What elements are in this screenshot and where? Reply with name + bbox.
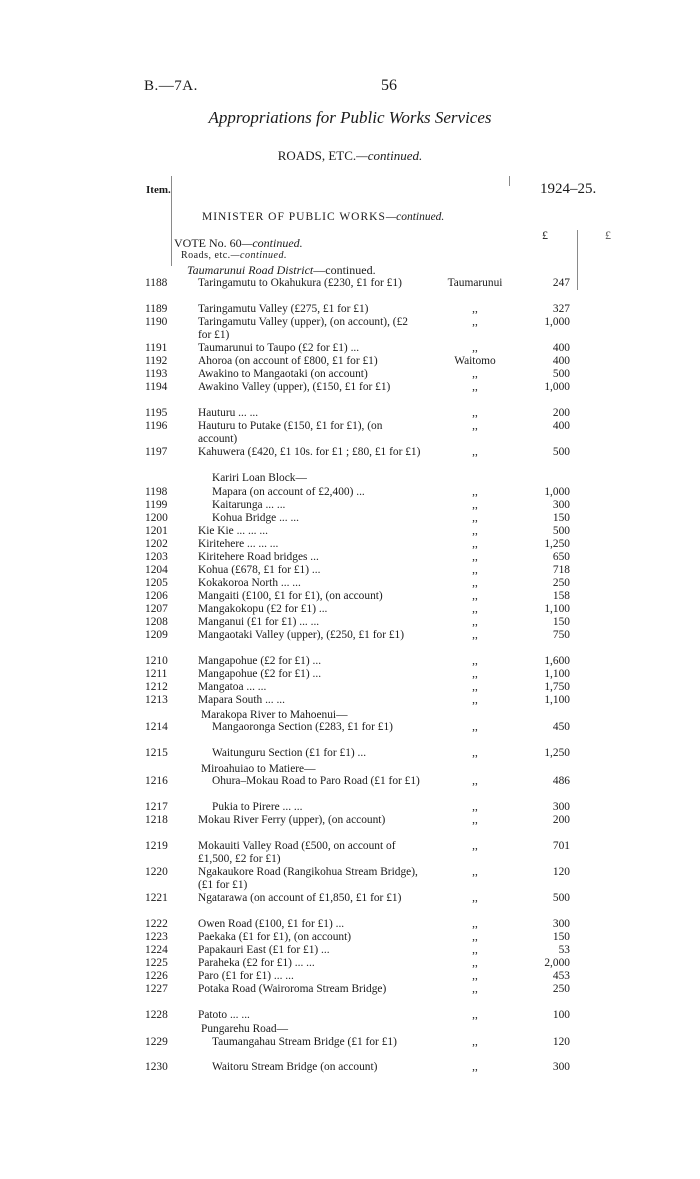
item-district: ,, — [472, 983, 478, 995]
item-number: 1227 — [145, 983, 168, 995]
item-number: 1219 — [145, 840, 168, 852]
item-amount: 2,000 — [544, 957, 570, 969]
item-district: ,, — [472, 499, 478, 511]
item-amount: 250 — [552, 577, 570, 589]
currency-symbol-a: £ — [542, 228, 548, 242]
item-number: 1189 — [145, 303, 168, 315]
minister-heading — [202, 211, 444, 223]
item-district: ,, — [472, 381, 478, 393]
item-district: ,, — [472, 342, 478, 354]
item-district: ,, — [472, 538, 478, 550]
item-amount: 1,100 — [544, 668, 570, 680]
item-description: Mangaotaki Valley (upper), (£250, £1 for £1) — [198, 629, 405, 641]
item-description: Mangapohue (£2 for £1) ... — [198, 668, 322, 680]
item-district: ,, — [472, 775, 478, 787]
item-number: 1205 — [145, 577, 168, 589]
item-district: ,, — [472, 721, 478, 733]
item-number: 1209 — [145, 629, 168, 641]
item-amount: 53 — [558, 944, 570, 956]
item-description: Kaitarunga ... ... — [212, 499, 286, 511]
item-number: 1207 — [145, 603, 168, 615]
item-description: Hauturu to Putake (£150, £1 for £1), (on account) — [198, 420, 383, 445]
item-district: ,, — [472, 407, 478, 419]
item-amount: 453 — [552, 970, 570, 982]
item-amount: 1,250 — [544, 538, 570, 550]
item-amount: 1,100 — [544, 694, 570, 706]
item-amount: 327 — [552, 303, 570, 315]
item-district: ,, — [472, 616, 478, 628]
section-subtitle — [0, 148, 700, 164]
item-description: Mangatoa ... ... — [198, 681, 267, 693]
item-amount: 250 — [552, 983, 570, 995]
page-number: 56 — [381, 77, 397, 94]
column-rule-right — [577, 230, 578, 290]
item-number: 1203 — [145, 551, 168, 563]
item-number: 1202 — [145, 538, 168, 550]
item-description: Paraheka (£2 for £1) ... ... — [198, 957, 315, 969]
item-amount: 750 — [552, 629, 570, 641]
roads-heading — [181, 250, 287, 261]
item-amount: 200 — [552, 814, 570, 826]
item-amount: 120 — [552, 866, 570, 878]
item-description: Papakauri East (£1 for £1) ... — [198, 944, 330, 956]
item-number: 1215 — [145, 747, 168, 759]
item-description: Mangaoronga Section (£283, £1 for £1) — [212, 721, 393, 733]
item-amount: 300 — [552, 1061, 570, 1073]
item-district: ,, — [472, 892, 478, 904]
item-description: Hauturu ... ... — [198, 407, 259, 419]
roads-continued: —continued. — [230, 250, 287, 261]
subtitle-continued: —continued. — [356, 148, 423, 163]
item-description: Kiritehere Road bridges ... — [198, 551, 319, 563]
item-number: 1220 — [145, 866, 168, 878]
item-district: ,, — [472, 486, 478, 498]
item-number: 1204 — [145, 564, 168, 576]
district-continued: —continued. — [313, 263, 376, 277]
item-district: ,, — [472, 970, 478, 982]
item-number: 1230 — [145, 1061, 168, 1073]
item-amount: 400 — [552, 342, 570, 354]
item-amount: 1,000 — [544, 316, 570, 328]
item-description: Taringamutu Valley (upper), (on account), (£2 for £1) — [198, 316, 408, 341]
item-district: Taumarunui — [447, 277, 503, 289]
vote-text: VOTE No. 60 — [174, 236, 242, 250]
item-description: Mangapohue (£2 for £1) ... — [198, 655, 322, 667]
item-district: ,, — [472, 814, 478, 826]
item-number: 1225 — [145, 957, 168, 969]
item-amount: 400 — [552, 420, 570, 432]
item-district: ,, — [472, 603, 478, 615]
item-number: 1216 — [145, 775, 168, 787]
item-description: Taumangahau Stream Bridge (£1 for £1) — [212, 1036, 397, 1048]
item-number: 1217 — [145, 801, 168, 813]
item-number: 1229 — [145, 1036, 168, 1048]
item-number: 1200 — [145, 512, 168, 524]
year-column-header: 1924–25. — [540, 181, 597, 197]
item-amount: 486 — [552, 775, 570, 787]
item-number: 1188 — [145, 277, 168, 289]
item-district: ,, — [472, 1009, 478, 1021]
item-amount: 1,250 — [544, 747, 570, 759]
item-amount: 247 — [552, 277, 570, 289]
item-amount: 150 — [552, 931, 570, 943]
roads-text: Roads, etc. — [181, 250, 231, 261]
item-amount: 500 — [552, 368, 570, 380]
item-number: 1193 — [145, 368, 168, 380]
item-district: ,, — [472, 551, 478, 563]
district-heading — [187, 263, 376, 278]
item-description: Manganui (£1 for £1) ... ... — [198, 616, 320, 628]
item-amount: 650 — [552, 551, 570, 563]
item-description: Ngakaukore Road (Rangikohua Stream Bridge), (£1 for £1) — [198, 866, 418, 891]
item-description: Taumarunui to Taupo (£2 for £1) ... — [198, 342, 360, 354]
item-amount: 1,750 — [544, 681, 570, 693]
item-district: ,, — [472, 1036, 478, 1048]
item-description: Kohua Bridge ... ... — [212, 512, 299, 524]
item-description: Kie Kie ... ... ... — [198, 525, 268, 537]
item-district: ,, — [472, 368, 478, 380]
item-district: Waitomo — [454, 355, 496, 367]
item-amount: 1,100 — [544, 603, 570, 615]
item-number: 1208 — [145, 616, 168, 628]
item-district: ,, — [472, 303, 478, 315]
item-district: ,, — [472, 590, 478, 602]
item-number: 1228 — [145, 1009, 168, 1021]
item-description: Kohua (£678, £1 for £1) ... — [198, 564, 321, 576]
item-amount: 500 — [552, 892, 570, 904]
item-district: ,, — [472, 655, 478, 667]
district-name: Taumarunui Road District — [187, 263, 314, 277]
item-description: Mapara (on account of £2,400) ... — [212, 486, 365, 498]
item-district: ,, — [472, 512, 478, 524]
group-header-marakopa: Marakopa River to Mahoenui— — [201, 709, 348, 721]
item-district: ,, — [472, 957, 478, 969]
item-description: Ngatarawa (on account of £1,850, £1 for £1) — [198, 892, 402, 904]
item-amount: 1,600 — [544, 655, 570, 667]
page-title: Appropriations for Public Works Services — [208, 108, 492, 127]
column-rule-mid-top — [509, 176, 510, 186]
item-number: 1222 — [145, 918, 168, 930]
item-description: Kahuwera (£420, £1 10s. for £1 ; £80, £1 for £1) — [198, 446, 421, 458]
item-column-header: Item. — [146, 184, 171, 196]
item-number: 1201 — [145, 525, 168, 537]
item-district: ,, — [472, 525, 478, 537]
item-number: 1194 — [145, 381, 168, 393]
item-description: Owen Road (£100, £1 for £1) ... — [198, 918, 345, 930]
item-amount: 300 — [552, 499, 570, 511]
item-description: Ohura–Mokau Road to Paro Road (£1 for £1) — [212, 775, 420, 787]
item-number: 1221 — [145, 892, 168, 904]
item-district: ,, — [472, 681, 478, 693]
item-description: Ahoroa (on account of £800, £1 for £1) — [198, 355, 378, 367]
item-district: ,, — [472, 931, 478, 943]
group-header-miroahuiao: Miroahuiao to Matiere— — [201, 763, 316, 775]
item-description: Paro (£1 for £1) ... ... — [198, 970, 294, 982]
item-description: Awakino Valley (upper), (£150, £1 for £1) — [198, 381, 391, 393]
item-district: ,, — [472, 446, 478, 458]
item-description: Patoto ... ... — [198, 1009, 250, 1021]
item-number: 1212 — [145, 681, 168, 693]
item-district: ,, — [472, 629, 478, 641]
item-number: 1206 — [145, 590, 168, 602]
item-amount: 158 — [552, 590, 570, 602]
item-amount: 150 — [552, 512, 570, 524]
item-number: 1190 — [145, 316, 168, 328]
item-district: ,, — [472, 918, 478, 930]
item-district: ,, — [472, 668, 478, 680]
item-district: ,, — [472, 801, 478, 813]
item-description: Pukia to Pirere ... ... — [212, 801, 303, 813]
vote-heading — [174, 236, 303, 251]
item-description: Kokakoroa North ... ... — [198, 577, 301, 589]
item-district: ,, — [472, 316, 478, 328]
item-district: ,, — [472, 420, 478, 432]
item-number: 1195 — [145, 407, 168, 419]
item-amount: 120 — [552, 1036, 570, 1048]
item-number: 1211 — [145, 668, 168, 680]
item-amount: 500 — [552, 446, 570, 458]
item-number: 1213 — [145, 694, 168, 706]
item-number: 1214 — [145, 721, 168, 733]
item-amount: 450 — [552, 721, 570, 733]
item-number: 1223 — [145, 931, 168, 943]
item-description: Mangakokopu (£2 for £1) ... — [198, 603, 328, 615]
item-amount: 500 — [552, 525, 570, 537]
item-number: 1191 — [145, 342, 168, 354]
item-amount: 400 — [552, 355, 570, 367]
vote-continued: —continued. — [241, 236, 303, 250]
group-header-kariri: Kariri Loan Block— — [212, 472, 307, 484]
item-number: 1192 — [145, 355, 168, 367]
item-district: ,, — [472, 866, 478, 878]
item-amount: 300 — [552, 918, 570, 930]
item-amount: 100 — [552, 1009, 570, 1021]
item-description: Waitoru Stream Bridge (on account) — [212, 1061, 378, 1073]
item-description: Waitunguru Section (£1 for £1) ... — [212, 747, 367, 759]
item-number: 1198 — [145, 486, 168, 498]
item-amount: 300 — [552, 801, 570, 813]
subtitle-text: ROADS, ETC. — [277, 148, 357, 163]
item-amount: 200 — [552, 407, 570, 419]
item-number: 1218 — [145, 814, 168, 826]
item-number: 1196 — [145, 420, 168, 432]
item-description: Taringamutu Valley (£275, £1 for £1) — [198, 303, 369, 315]
item-amount: 1,000 — [544, 381, 570, 393]
item-district: ,, — [472, 1061, 478, 1073]
group-header-pungarehu: Pungarehu Road— — [201, 1023, 288, 1035]
item-district: ,, — [472, 840, 478, 852]
item-amount: 150 — [552, 616, 570, 628]
item-amount: 701 — [552, 840, 570, 852]
item-description: Taringamutu to Okahukura (£230, £1 for £1) — [198, 277, 402, 289]
item-number: 1210 — [145, 655, 168, 667]
column-rule-left — [171, 176, 172, 266]
item-description: Awakino to Mangaotaki (on account) — [198, 368, 368, 380]
item-description: Mangaiti (£100, £1 for £1), (on account) — [198, 590, 383, 602]
minister-text: MINISTER OF PUBLIC WORKS — [202, 211, 386, 223]
item-description: Potaka Road (Wairoroma Stream Bridge) — [198, 983, 387, 995]
item-district: ,, — [472, 694, 478, 706]
item-amount: 1,000 — [544, 486, 570, 498]
item-number: 1226 — [145, 970, 168, 982]
page-reference: B.—7A. — [144, 78, 198, 94]
item-district: ,, — [472, 577, 478, 589]
item-description: Paekaka (£1 for £1), (on account) — [198, 931, 352, 943]
currency-symbol-b: £ — [605, 228, 611, 242]
minister-continued: —continued. — [385, 211, 445, 223]
item-description: Mokau River Ferry (upper), (on account) — [198, 814, 386, 826]
item-district: ,, — [472, 944, 478, 956]
item-description: Mokauiti Valley Road (£500, on account of £1,500, £2 for £1) — [198, 840, 396, 865]
item-description: Mapara South ... ... — [198, 694, 285, 706]
item-number: 1224 — [145, 944, 168, 956]
item-number: 1197 — [145, 446, 168, 458]
item-description: Kiritehere ... ... ... — [198, 538, 279, 550]
item-district: ,, — [472, 564, 478, 576]
item-district: ,, — [472, 747, 478, 759]
item-number: 1199 — [145, 499, 168, 511]
item-amount: 718 — [552, 564, 570, 576]
